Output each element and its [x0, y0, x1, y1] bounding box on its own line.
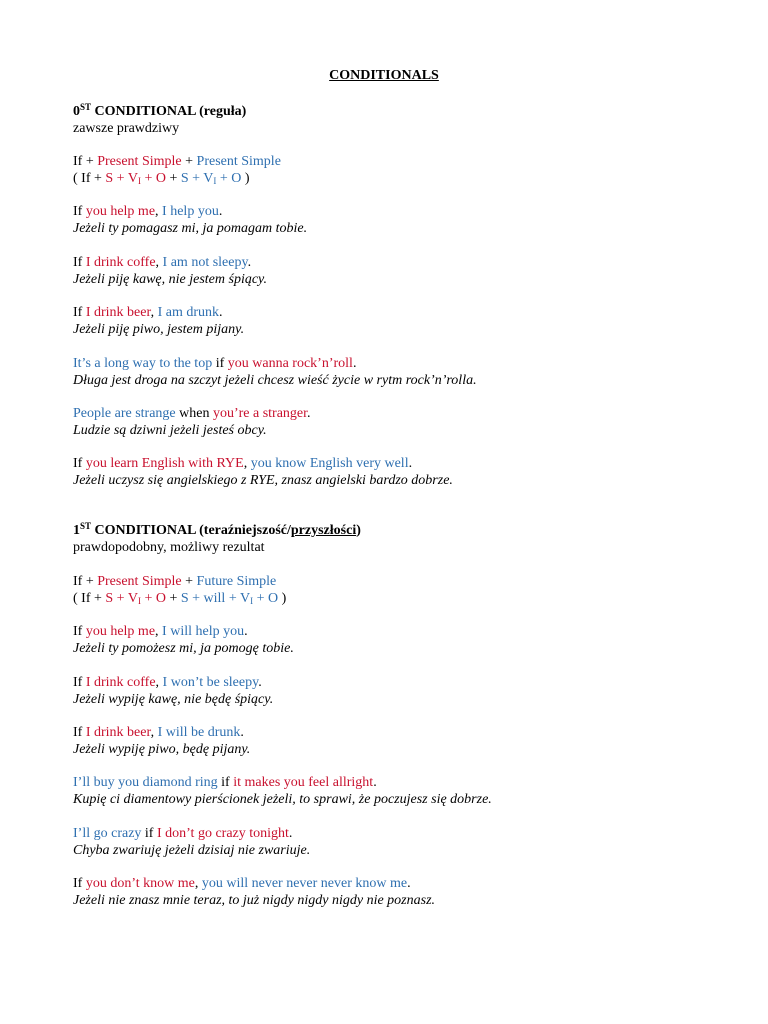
example-translation: Kupię ci diamentowy pierścionek jeżeli, to sprawi, że poczujesz się dobrze.: [73, 792, 492, 807]
section-1-formula-structure: ( $If + S + V_I + O + S$ + will + $V_I + O$ ): [73, 591, 287, 606]
example-sentence: I’ll buy you diamond ring if it makes you feel allright.: [73, 775, 377, 790]
example-translation: Chyba zwariuję jeżeli dzisiaj nie zwariuje.: [73, 843, 311, 858]
example-translation: Jeżeli ty pomożesz mi, ja pomogę tobie.: [73, 641, 294, 656]
section-1-formula: If + Present Simple + Future Simple: [73, 574, 277, 589]
section-0-formula-structure: ( $If + S + V_I + O + S + V_I + O$ ): [73, 171, 250, 186]
heading-superscript: ST: [80, 102, 92, 112]
example-sentence: If I drink beer, I will be drunk.: [73, 725, 244, 740]
example-sentence: If I drink coffe, I won’t be sleepy.: [73, 675, 262, 690]
section-1-heading: 1ST CONDITIONAL (teraźniejszość/przyszłości): [73, 521, 361, 538]
example-translation: Jeżeli uczysz się angielskiego z RYE, znasz angielski bardzo dobrze.: [73, 473, 453, 488]
example-sentence: It’s a long way to the top if you wanna rock’n’roll.: [73, 356, 357, 371]
heading-text: CONDITIONAL (reguła): [91, 104, 247, 119]
example-sentence: If you don’t know me, you will never never never know me.: [73, 876, 411, 891]
example-translation: Jeżeli piję kawę, nie jestem śpiący.: [73, 272, 267, 287]
section-1-description: prawdopodobny, możliwy rezultat: [73, 540, 265, 555]
example-translation: Jeżeli wypiję piwo, będę pijany.: [73, 742, 251, 757]
heading-text: CONDITIONAL (teraźniejszość/: [91, 523, 291, 538]
example-sentence: People are strange when you’re a stranger.: [73, 406, 311, 421]
page-title: CONDITIONALS: [329, 68, 439, 83]
example-translation: Długa jest droga na szczyt jeżeli chcesz wieść życie w rytm rock’n’rolla.: [73, 373, 477, 388]
heading-number: 0: [73, 104, 80, 119]
example-translation: Jeżeli wypiję kawę, nie będę śpiący.: [73, 692, 274, 707]
example-translation: Jeżeli piję piwo, jestem pijany.: [73, 322, 245, 337]
section-0-description: zawsze prawdziwy: [73, 121, 180, 136]
example-sentence: If I drink coffe, I am not sleepy.: [73, 255, 252, 270]
example-sentence: If you help me, I help you.: [73, 204, 223, 219]
example-translation: Jeżeli nie znasz mnie teraz, to już nigdy nigdy nigdy nie poznasz.: [73, 893, 436, 908]
example-sentence: I’ll go crazy if I don’t go crazy tonight.: [73, 826, 293, 841]
section-0-heading: [73, 103, 246, 120]
heading-underlined-text: przyszłości: [290, 523, 357, 538]
heading-number: 1: [73, 523, 80, 538]
example-translation: Jeżeli ty pomagasz mi, ja pomagam tobie.: [73, 221, 308, 236]
heading-superscript: ST: [80, 521, 92, 531]
example-translation: Ludzie są dziwni jeżeli jesteś obcy.: [73, 423, 267, 438]
example-sentence: If you learn English with RYE, you know English very well.: [73, 456, 413, 471]
example-sentence: If I drink beer, I am drunk.: [73, 305, 223, 320]
example-sentence: If you help me, I will help you.: [73, 624, 248, 639]
section-0-formula: If + Present Simple + Present Simple: [73, 154, 281, 169]
